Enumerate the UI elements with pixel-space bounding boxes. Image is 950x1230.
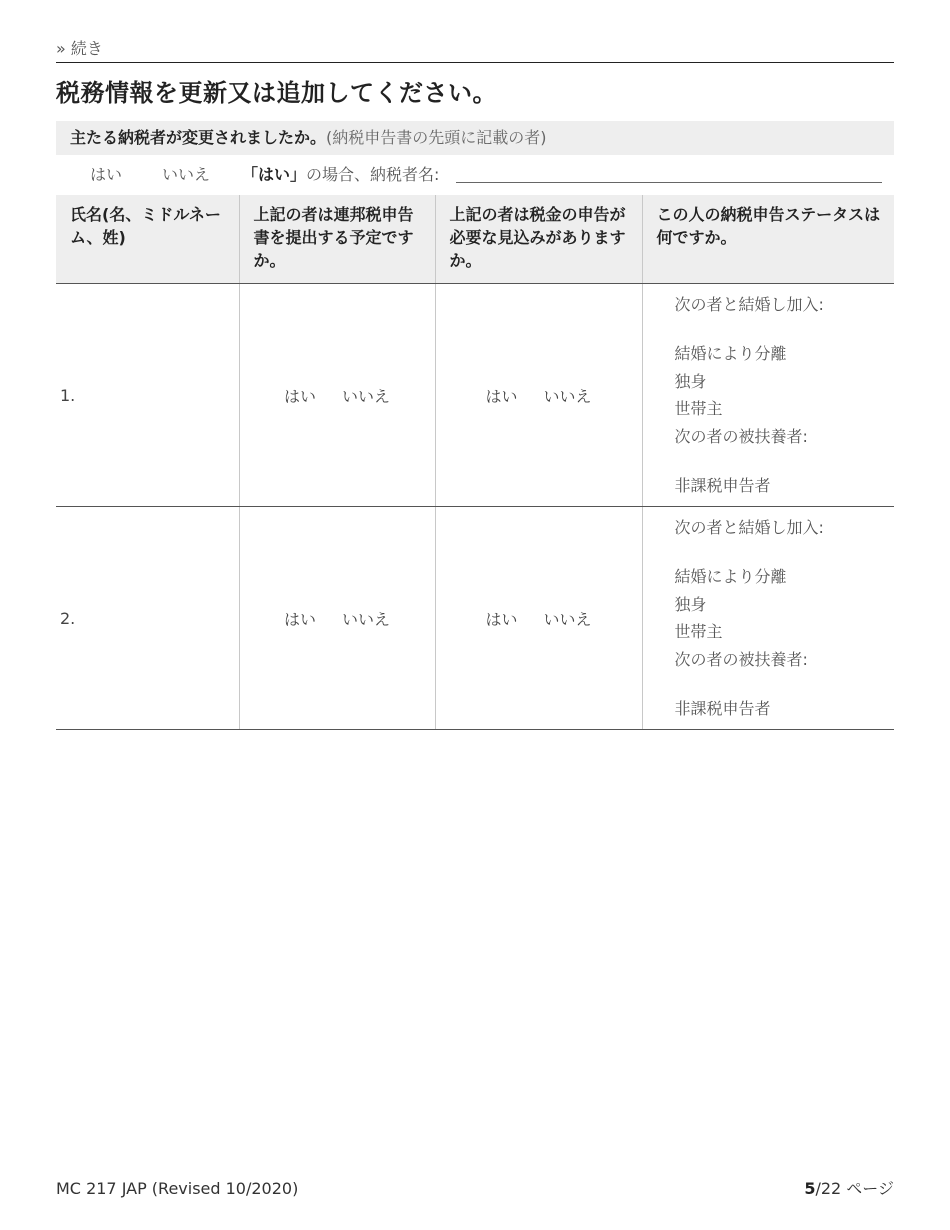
- header-file-federal: 上記の者は連邦税申告書を提出する予定ですか。: [239, 195, 435, 284]
- header-expected-to-file: 上記の者は税金の申告が必要な見込みがありますか。: [435, 195, 642, 284]
- status-non-filer[interactable]: 非課税申告者: [674, 476, 771, 495]
- yes-option[interactable]: はい: [283, 609, 316, 629]
- answer-yes-option[interactable]: はい: [90, 165, 123, 184]
- status-married-separate[interactable]: 結婚により分離: [674, 567, 787, 586]
- taxpayer-name-field[interactable]: [456, 182, 882, 183]
- header-filing-status: この人の納税申告ステータスは何ですか。: [642, 195, 894, 284]
- file-federal-choice: [239, 284, 435, 507]
- tax-info-table: [56, 195, 894, 730]
- status-dependent-of[interactable]: 次の者の被扶養者:: [674, 649, 808, 669]
- page-footer: [56, 1176, 894, 1202]
- section-title: 税務情報を更新又は追加してください。: [56, 79, 497, 107]
- no-option[interactable]: いいえ: [342, 609, 391, 629]
- file-federal-choice: [239, 507, 435, 730]
- row-number: 2.: [56, 507, 239, 730]
- yes-option[interactable]: はい: [485, 609, 518, 629]
- expected-to-file-choice: [435, 284, 642, 507]
- status-head-of-household[interactable]: 世帯主: [674, 622, 723, 641]
- status-non-filer[interactable]: 非課税申告者: [674, 699, 771, 718]
- header-name: 氏名(名、ミドルネーム、姓): [56, 195, 239, 284]
- status-head-of-household[interactable]: 世帯主: [674, 399, 723, 418]
- table-row: [56, 284, 894, 507]
- status-married-joint[interactable]: 次の者と結婚し加入:: [674, 294, 824, 314]
- row-number: 1.: [56, 284, 239, 507]
- form-id: MC 217 JAP (Revised 10/2020): [56, 1179, 299, 1198]
- expected-to-file-choice: [435, 507, 642, 730]
- status-single[interactable]: 独身: [674, 594, 707, 614]
- answer-no-option[interactable]: いいえ: [162, 165, 211, 184]
- primary-taxpayer-answer: [56, 155, 894, 195]
- table-header-row: [56, 195, 894, 284]
- no-option[interactable]: いいえ: [543, 386, 592, 406]
- no-option[interactable]: いいえ: [342, 386, 391, 406]
- page-current: 5: [804, 1179, 816, 1198]
- yes-option[interactable]: はい: [283, 386, 316, 406]
- status-married-joint[interactable]: 次の者と結婚し加入:: [674, 517, 824, 537]
- question-text: 主たる納税者が変更されましたか。: [70, 128, 327, 147]
- yes-option[interactable]: はい: [485, 386, 518, 406]
- if-yes-label: [242, 155, 439, 195]
- page-number: [804, 1176, 894, 1199]
- no-option[interactable]: いいえ: [543, 609, 592, 629]
- continued-label: » 続き: [56, 36, 894, 63]
- if-yes-bold: 「はい」: [242, 165, 307, 184]
- document-page: [56, 36, 894, 730]
- question-note: (納税申告書の先頭に記載の者): [326, 128, 547, 147]
- if-yes-suffix: の場合、納税者名:: [306, 165, 440, 184]
- status-dependent-of[interactable]: 次の者の被扶養者:: [674, 426, 808, 446]
- primary-taxpayer-question: [56, 121, 894, 155]
- filing-status-options: [642, 284, 894, 507]
- table-row: [56, 507, 894, 730]
- filing-status-options: [642, 507, 894, 730]
- page-total: /22 ページ: [815, 1179, 894, 1198]
- status-married-separate[interactable]: 結婚により分離: [674, 344, 787, 363]
- status-single[interactable]: 独身: [674, 371, 707, 391]
